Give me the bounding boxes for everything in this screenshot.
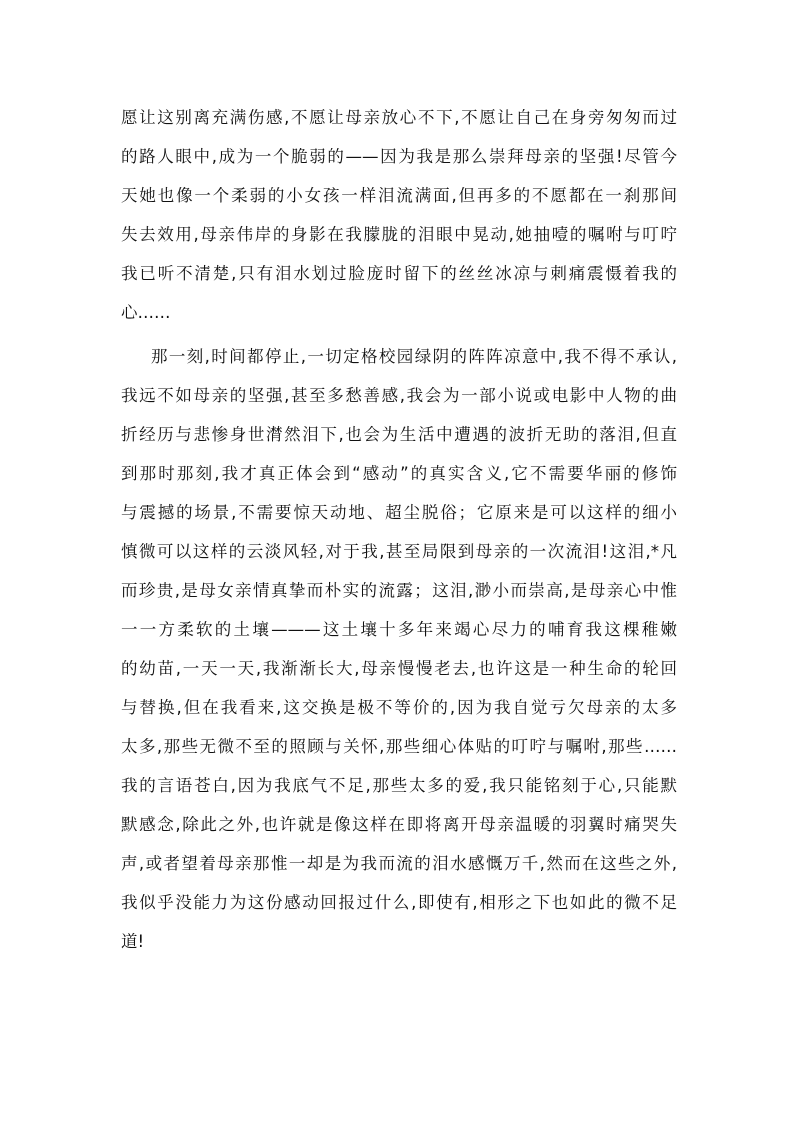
- text-line: 心……: [121, 303, 171, 322]
- text-line: 愿让这别离充满伤感,不愿让母亲放心不下,不愿让自己在身旁匆匆而过: [121, 108, 677, 127]
- text-line: 太多,那些无微不至的照顾与关怀,那些细心体贴的叮咛与嘱咐,那些……: [121, 737, 677, 756]
- text-line: 声,或者望着母亲那惟一却是为我而流的泪水感慨万千,然而在这些之外,: [121, 854, 677, 873]
- text-line: 我远不如母亲的坚强,甚至多愁善感,我会为一部小说或电影中人物的曲: [121, 386, 677, 405]
- text-line: 一一方柔软的土壤———这土壤十多年来竭心尽力的哺育我这棵稚嫩: [121, 620, 677, 639]
- text-line: 天她也像一个柔弱的小女孩一样泪流满面,但再多的不愿都在一刹那间: [121, 186, 677, 205]
- text-line: 我已听不清楚,只有泪水划过脸庞时留下的丝丝冰凉与刺痛震慑着我的: [121, 264, 677, 283]
- text-line: 而珍贵,是母女亲情真挚而朴实的流露；这泪,渺小而崇高,是母亲心中惟: [121, 581, 677, 600]
- text-line: 到那时那刻,我才真正体会到“感动”的真实含义,它不需要华丽的修饰: [121, 464, 677, 483]
- text-line: 与震撼的场景,不需要惊天动地、超尘脱俗；它原来是可以这样的细小: [121, 503, 677, 522]
- text-line: 的路人眼中,成为一个脆弱的——因为我是那么崇拜母亲的坚强!尽管今: [121, 147, 677, 166]
- text-line: 我似乎没能力为这份感动回报过什么,即使有,相形之下也如此的微不足: [121, 893, 677, 912]
- text-line: 慎微可以这样的云淡风轻,对于我,甚至局限到母亲的一次流泪!这泪,*凡: [121, 542, 677, 561]
- text-line: 失去效用,母亲伟岸的身影在我朦胧的泪眼中晃动,她抽噎的嘱咐与叮咛: [121, 225, 677, 244]
- text-line: 折经历与悲惨身世潸然泪下,也会为生活中遭遇的波折无助的落泪,但直: [121, 425, 677, 444]
- text-line: 的幼苗,一天一天,我渐渐长大,母亲慢慢老去,也许这是一种生命的轮回: [121, 659, 677, 678]
- text-line: 默感念,除此之外,也许就是像这样在即将离开母亲温暖的羽翼时痛哭失: [121, 815, 677, 834]
- text-line: 与替换,但在我看来,这交换是极不等价的,因为我自觉亏欠母亲的太多: [121, 698, 677, 717]
- text-line: 我的言语苍白,因为我底气不足,那些太多的爱,我只能铭刻于心,只能默: [121, 776, 677, 795]
- text-line: 那一刻,时间都停止,一切定格校园绿阴的阵阵凉意中,我不得不承认,: [151, 347, 677, 366]
- text-line: 道!: [121, 932, 145, 951]
